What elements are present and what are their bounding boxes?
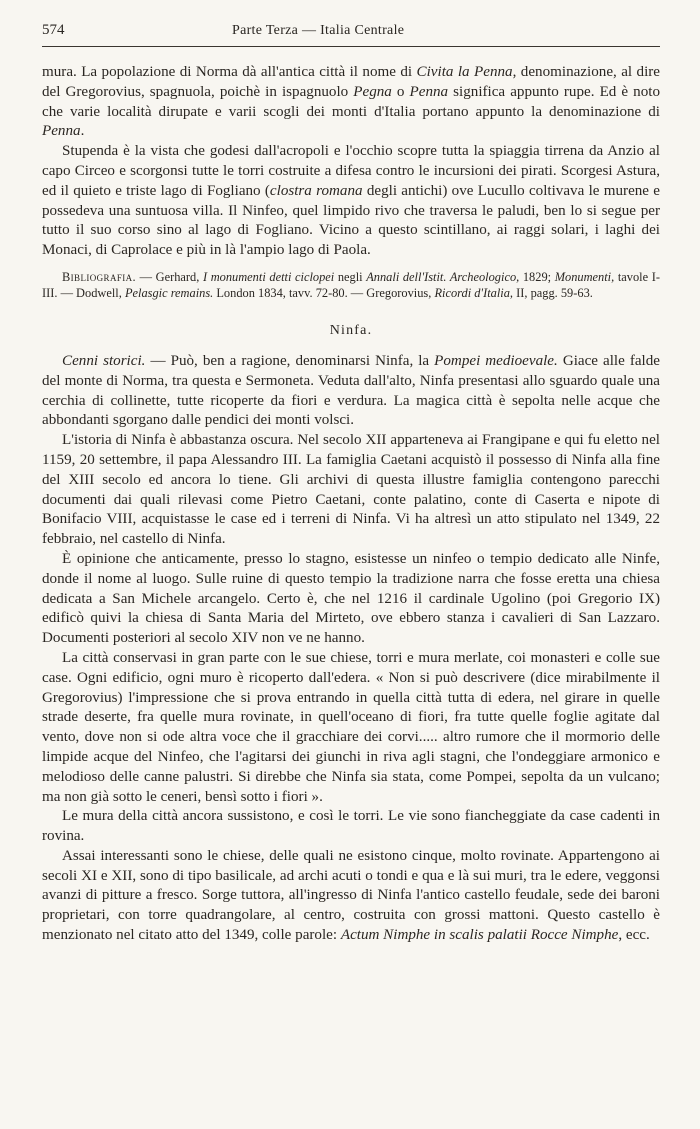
page-header (42, 22, 660, 47)
page-number: 574 (42, 22, 65, 38)
paragraph-ninfa-walls: Le mura della città ancora sussistono, e così le torri. Le vie sono fiancheggiate da case cadenti in rovina. (42, 808, 660, 845)
paragraph-ninfa-churches: Assai interessanti sono le chiese, delle quali ne esistono cinque, molto rovinate. Appartengono ai secoli XI e XII, sono di tipo basilicale, ad archi acuti o tondi e qua e là sui muri, tra le edere, veggonsi avanzi di pitture a fresco. Sorge tuttora, all'ingresso di Ninfa l'antico castello feudale, sede dei baroni proprietari, con torre quadrangolare, al centro, costruita con grossi mattoni. Questo castello è menzionato nel citato atto del 1349, colle parole: Actum Nimphe in scalis palatii Rocce Nimphe, ecc. (42, 847, 660, 944)
paragraph-ninfa-history: L'istoria di Ninfa è abbastanza oscura. Nel secolo XII apparteneva ai Frangipane e qui fu eletto nel 1159, 20 settembre, il papa Alessandro III. La famiglia Caetani acquistò il possesso di Ninfa alla fine del XIII secolo ed ancora lo tiene. Gli archivi di questa illustre famiglia contengono parecchi documenti dai quali rilevasi come Pietro Caetani, conte palatino, conte di Caserta e nipote di Bonifacio VIII, acquistasse le case ed i terreni di Ninfa. Vi ha altresì un atto stipulato nel 1349, 22 febbraio, nel castello di Ninfa. (42, 432, 660, 548)
body-text (42, 63, 660, 946)
paragraph-ninfa-city: La città conservasi in gran parte con le sue chiese, torri e mura merlate, coi monasteri e colle sue case. Ogni edificio, ogni muro è ricoperto dall'edera. « Non si può descrivere (dice mirabilmente il Gregorovius) l'impressione che si prova entrando in quella città tutta di edera, nel girare in quelle strade deserte, fra quelle mura rovinate, in quell'oceano di fiori, fra tutte quelle foglie agitate dal vento, dove non si ode altra voce che il gracchiare dei corvi..... altro rumore che il mormorio delle limpide acque del Ninfeo, che l'agitarsi dei giunchi in riva agli stagni, che l'ondeggiare armonico e melodioso delle canne palustri. Si direbbe che Ninfa sia stata, come Pompei, sepolta da un vulcano; ma non già sotto le ceneri, bensì sotto i fiori ». (42, 649, 660, 805)
bibliography: Bibliografia. — Gerhard, I monumenti detti ciclopei negli Annali dell'Istit. Archeologico, 1829; Monumenti, tavole I-III. — Dodwell, Pelasgic remains. London 1834, tavv. 72-80. — Gregorovius, Ricordi d'Italia, II, pagg. 59-63. (42, 269, 660, 301)
paragraph-ninfa-intro: Cenni storici. — Può, ben a ragione, denominarsi Ninfa, la Pompei medioevale. Giace alle falde del monte di Norma, tra questa e Sermoneta. Veduta dall'alto, Ninfa presentasi allo sguardo quale una cerchia di collinette, tutte ricoperte da fiori e verdura. La magica città è sepolta nelle acque che abbondanti sgorgano dalle pendici dei monti volsci. (42, 352, 661, 429)
paragraph-norma-view: Stupenda è la vista che godesi dall'acropoli e l'occhio scopre tutta la spiaggia tirrena da Anzio al capo Circeo e scorgonsi tutte le torri costruite a difesa contro le incursioni dei pirati. Scorgesi Astura, ed il quieto e triste lago di Fogliano (clostra romana degli antichi) ove Lucullo coltivava le murene e possedeva una suntuosa villa. Il Ninfeo, quel limpido rivo che traversa le paludi, ben lo si segue per tutto il suo corso sino al lago di Fogliano. Vicino a questo scintillano, ai raggi solari, i laghi dei Monaci, di Caprolace e più in là l'ampio lago di Paola. (42, 143, 660, 259)
running-title: Parte Terza — Italia Centrale (232, 23, 405, 38)
paragraph-norma-name: mura. La popolazione di Norma dà all'antica città il nome di Civita la Penna, denominazione, al dire del Gregorovius, spagnuola, poichè in ispagnuolo Pegna o Penna significa appunto rupe. Ed è noto che varie località dirupate e varii scogli dei monti d'Italia portano appunto la denominazione di Penna. (42, 64, 661, 140)
paragraph-ninfa-temple: È opinione che anticamente, presso lo stagno, esistesse un ninfeo o tempio dedicato alle Ninfe, donde il nome al luogo. Sulle ruine di questo tempio la tradizione narra che fosse eretta una chiesa dedicata a San Michele arcangelo. Certo è, che nel 1216 il cardinale Ugolino (poi Gregorio IX) edificò quivi la chiesa di Santa Maria del Mirteto, ove ebbero stanza i cavalieri di San Lazzaro. Documenti posteriori al secolo XIV non ve ne hanno. (42, 550, 660, 647)
bibliography-label: Bibliografia. (62, 269, 137, 284)
section-title-ninfa: Ninfa. (329, 322, 373, 338)
